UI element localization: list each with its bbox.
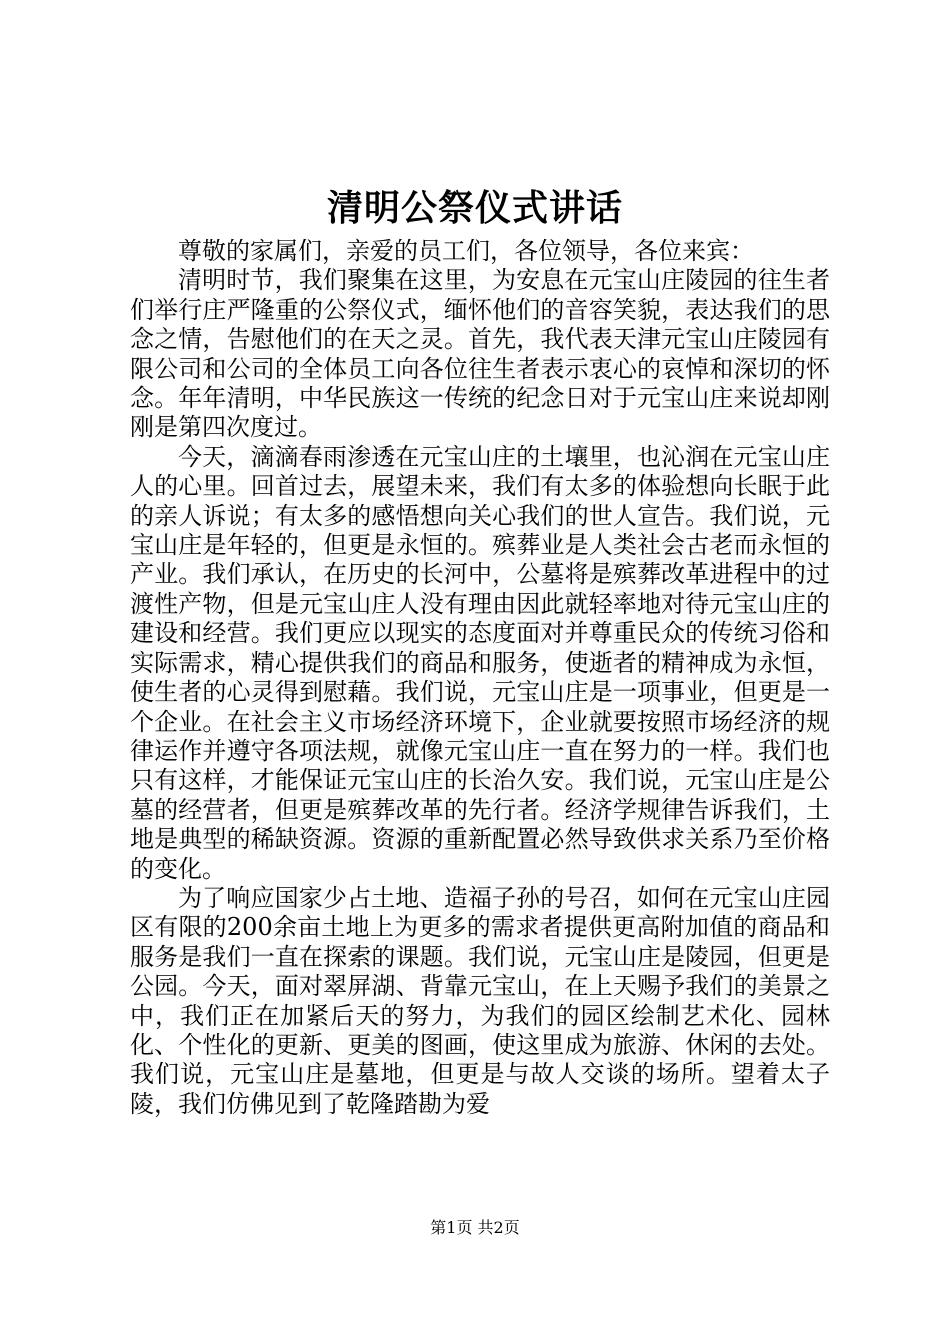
body-paragraph-2: 今天，滴滴春雨渗透在元宝山庄的土壤里，也沁润在元宝山庄人的心里。回首过去，展望未来，我们有太多的体验想向长眠于此的亲人诉说；有太多的感悟想向关心我们的世人宣告。我们说，元宝山庄是年轻的，但更是永恒的。殡葬业是人类社会古老而永恒的产业。我们承认，在历史的长河中，公墓将是殡葬改革进程中的过渡性产物，但是元宝山庄人没有理由因此就轻率地对待元宝山庄的建设和经营。我们更应以现实的态度面对并尊重民众的传统习俗和实际需求，精心提供我们的商品和服务，使逝者的精神成为永恒，使生者的心灵得到慰藉。我们说，元宝山庄是一项事业，但更是一个企业。在社会主义市场经济环境下，企业就要按照市场经济的规律运作并遵守各项法规，就像元宝山庄一直在努力的一样。我们也只有这样，才能保证元宝山庄的长治久安。我们说，元宝山庄是公墓的经营者，但更是殡葬改革的先行者。经济学规律告诉我们，土地是典型的稀缺资源。资源的重新配置必然导致供求关系乃至价格的变化。: [130, 442, 830, 883]
salutation-paragraph: 尊敬的家属们，亲爱的员工们，各位领导，各位来宾：: [178, 237, 754, 265]
body-paragraph-1: 清明时节，我们聚集在这里，为安息在元宝山庄陵园的往生者们举行庄严隆重的公祭仪式，缅怀他们的音容笑貌，表达我们的思念之情，告慰他们的在天之灵。首先，我代表天津元宝山庄陵园有限公司和公司的全体员工向各位往生者表示衷心的哀悼和深切的怀念。年年清明，中华民族这一传统的纪念日对于元宝山庄来说却刚刚是第四次度过。: [130, 266, 830, 442]
body-paragraph-3: 为了响应国家少占土地、造福子孙的号召，如何在元宝山庄园区有限的200余亩土地上为更多的需求者提供更高附加值的商品和服务是我们一直在探索的课题。我们说，元宝山庄是陵园，但更是公园。今天，面对翠屏湖、背靠元宝山，在上天赐予我们的美景之中，我们正在加紧后天的努力，为我们的园区绘制艺术化、园林化、个性化的更新、更美的图画，使这里成为旅游、休闲的去处。我们说，元宝山庄是墓地，但更是与故人交谈的场所。望着太子陵，我们仿佛见到了乾隆踏勘为爱: [130, 883, 830, 1118]
document-title: 清明公祭仪式讲话: [326, 187, 623, 229]
page-number-footer: 第1页 共2页: [430, 1218, 520, 1237]
document-body: [130, 237, 830, 1119]
